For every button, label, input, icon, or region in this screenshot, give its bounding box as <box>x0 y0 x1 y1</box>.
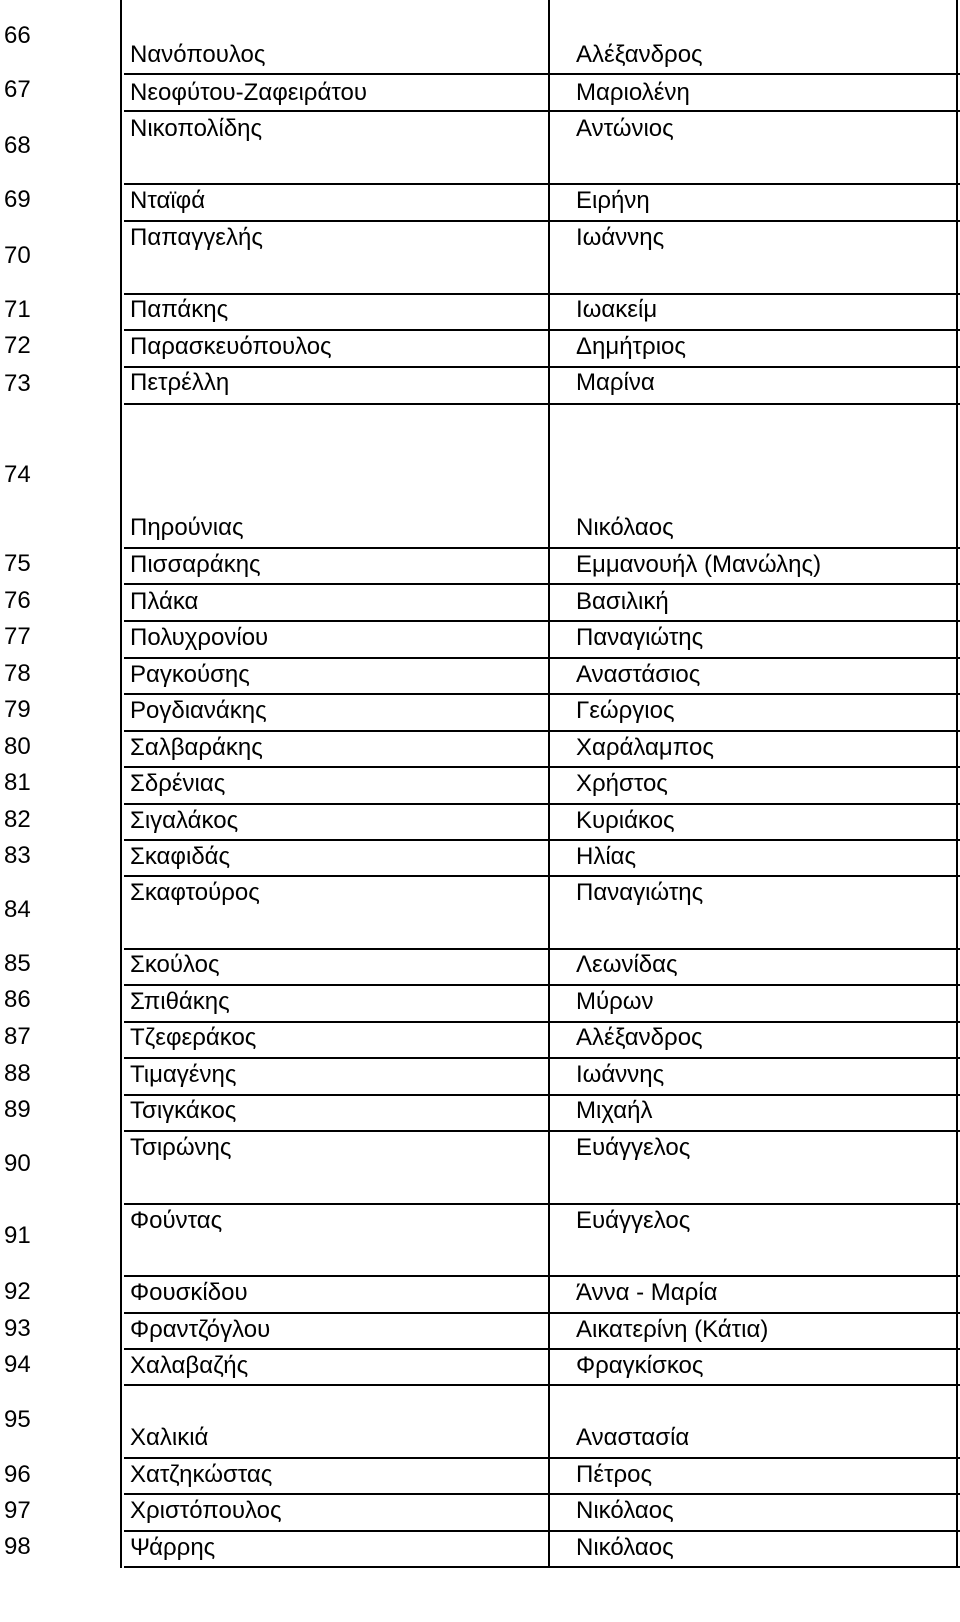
surname-cell: Πολυχρονίου <box>130 624 269 651</box>
firstname-cell: Μαρίνα <box>576 369 655 396</box>
firstname-cell: Ιωάννης <box>576 1061 665 1088</box>
row-divider <box>124 1530 960 1532</box>
table-left-border <box>120 0 122 1568</box>
surname-cell: Ρογδιανάκης <box>130 697 267 724</box>
surname-cell: Τσιρώνης <box>130 1134 232 1161</box>
firstname-cell: Λεωνίδας <box>576 951 678 978</box>
firstname-cell: Μαριολένη <box>576 79 690 106</box>
row-number: 73 <box>4 370 31 397</box>
row-divider <box>124 1130 960 1132</box>
row-divider <box>124 803 960 805</box>
row-divider <box>124 1566 960 1568</box>
firstname-cell: Νικόλαος <box>576 1534 674 1561</box>
firstname-cell: Πέτρος <box>576 1461 653 1488</box>
row-number: 81 <box>4 769 31 796</box>
firstname-cell: Μιχαήλ <box>576 1097 653 1124</box>
row-number: 91 <box>4 1222 31 1249</box>
firstname-cell: Αλέξανδρος <box>576 1024 703 1051</box>
column-divider <box>548 0 550 1568</box>
surname-cell: Χριστόπουλος <box>130 1497 282 1524</box>
row-divider <box>124 1094 960 1096</box>
row-number: 87 <box>4 1023 31 1050</box>
row-number: 78 <box>4 660 31 687</box>
surname-cell: Νικοπολίδης <box>130 115 263 142</box>
row-number: 76 <box>4 587 31 614</box>
row-divider <box>124 293 960 295</box>
surname-cell: Νανόπουλος <box>130 41 266 68</box>
row-divider <box>124 110 960 112</box>
firstname-cell: Δημήτριος <box>576 333 686 360</box>
row-number: 98 <box>4 1533 31 1560</box>
row-number: 75 <box>4 550 31 577</box>
row-divider <box>124 403 960 405</box>
firstname-cell: Αντώνιος <box>576 115 674 142</box>
row-number: 95 <box>4 1406 31 1433</box>
surname-cell: Νεοφύτου-Ζαφειράτου <box>130 79 367 106</box>
surname-cell: Σκούλος <box>130 951 220 978</box>
surname-cell: Πηρούνιας <box>130 514 244 541</box>
row-divider <box>124 183 960 185</box>
firstname-cell: Ευάγγελος <box>576 1207 691 1234</box>
firstname-cell: Παναγιώτης <box>576 624 704 651</box>
surname-cell: Σιγαλάκος <box>130 807 239 834</box>
surname-cell: Ραγκούσης <box>130 661 250 688</box>
row-divider <box>124 1457 960 1459</box>
firstname-cell: Ιωακείμ <box>576 296 658 323</box>
firstname-cell: Νικόλαος <box>576 514 674 541</box>
row-number: 66 <box>4 22 31 49</box>
row-divider <box>124 948 960 950</box>
surname-cell: Τιμαγένης <box>130 1061 237 1088</box>
firstname-cell: Ειρήνη <box>576 187 650 214</box>
surname-cell: Χαλαβαζής <box>130 1352 249 1379</box>
firstname-cell: Εμμανουήλ (Μανώλης) <box>576 551 822 578</box>
row-number: 80 <box>4 733 31 760</box>
surname-cell: Φραντζόγλου <box>130 1316 271 1343</box>
firstname-cell: Ευάγγελος <box>576 1134 691 1161</box>
row-number: 94 <box>4 1351 31 1378</box>
firstname-cell: Μύρων <box>576 988 654 1015</box>
row-number: 97 <box>4 1497 31 1524</box>
firstname-cell: Χαράλαμπος <box>576 734 714 761</box>
firstname-cell: Ηλίας <box>576 843 637 870</box>
row-number: 70 <box>4 242 31 269</box>
row-number: 96 <box>4 1461 31 1488</box>
firstname-cell: Φραγκίσκος <box>576 1352 704 1379</box>
row-divider <box>124 366 960 368</box>
row-divider <box>124 1348 960 1350</box>
surname-cell: Τσιγκάκος <box>130 1097 237 1124</box>
surname-cell: Σδρένιας <box>130 770 226 797</box>
surname-cell: Σπιθάκης <box>130 988 230 1015</box>
row-divider <box>124 730 960 732</box>
row-number: 85 <box>4 950 31 977</box>
surname-cell: Χατζηκώστας <box>130 1461 273 1488</box>
surname-cell: Νταϊφά <box>130 187 206 214</box>
firstname-cell: Βασιλική <box>576 588 669 615</box>
row-divider <box>124 693 960 695</box>
firstname-cell: Χρήστος <box>576 770 668 797</box>
surname-cell: Παπαγγελής <box>130 224 263 251</box>
row-number: 92 <box>4 1278 31 1305</box>
surname-cell: Σκαφιδάς <box>130 843 231 870</box>
firstname-cell: Νικόλαος <box>576 1497 674 1524</box>
firstname-cell: Αναστασία <box>576 1424 690 1451</box>
row-divider <box>124 657 960 659</box>
surname-cell: Σαλβαράκης <box>130 734 263 761</box>
table-right-border <box>956 0 958 1568</box>
row-number: 74 <box>4 461 31 488</box>
row-divider <box>124 1312 960 1314</box>
row-divider <box>124 984 960 986</box>
row-number: 82 <box>4 806 31 833</box>
row-number: 88 <box>4 1060 31 1087</box>
row-number: 72 <box>4 332 31 359</box>
firstname-cell: Άννα - Μαρία <box>576 1279 718 1306</box>
firstname-cell: Παναγιώτης <box>576 879 704 906</box>
firstname-cell: Αναστάσιος <box>576 661 701 688</box>
row-divider <box>124 875 960 877</box>
surname-cell: Φουσκίδου <box>130 1279 248 1306</box>
row-divider <box>124 839 960 841</box>
row-number: 90 <box>4 1150 31 1177</box>
row-number: 93 <box>4 1315 31 1342</box>
row-divider <box>124 329 960 331</box>
surname-cell: Παπάκης <box>130 296 229 323</box>
surname-cell: Πετρέλλη <box>130 369 230 396</box>
row-divider <box>124 1021 960 1023</box>
surname-cell: Φούντας <box>130 1207 223 1234</box>
row-number: 86 <box>4 986 31 1013</box>
firstname-cell: Αλέξανδρος <box>576 41 703 68</box>
surname-cell: Πλάκα <box>130 588 199 615</box>
firstname-cell: Ιωάννης <box>576 224 665 251</box>
row-divider <box>124 766 960 768</box>
row-divider <box>124 220 960 222</box>
surname-cell: Χαλικιά <box>130 1424 209 1451</box>
row-number: 69 <box>4 186 31 213</box>
row-number: 89 <box>4 1096 31 1123</box>
firstname-cell: Γεώργιος <box>576 697 675 724</box>
row-divider <box>124 547 960 549</box>
row-number: 77 <box>4 623 31 650</box>
row-number: 68 <box>4 132 31 159</box>
surname-cell: Σκαφτούρος <box>130 879 260 906</box>
surname-cell: Τζεφεράκος <box>130 1024 257 1051</box>
row-divider <box>124 1057 960 1059</box>
surname-cell: Ψάρρης <box>130 1534 216 1561</box>
row-number: 84 <box>4 896 31 923</box>
row-divider <box>124 73 960 75</box>
row-divider <box>124 583 960 585</box>
row-number: 79 <box>4 696 31 723</box>
surname-cell: Πισσαράκης <box>130 551 261 578</box>
row-divider <box>124 1384 960 1386</box>
row-number: 67 <box>4 76 31 103</box>
firstname-cell: Κυριάκος <box>576 807 675 834</box>
row-divider <box>124 620 960 622</box>
row-number: 71 <box>4 296 31 323</box>
firstname-cell: Αικατερίνη (Κάτια) <box>576 1316 769 1343</box>
row-number: 83 <box>4 842 31 869</box>
row-divider <box>124 1493 960 1495</box>
row-divider <box>124 1275 960 1277</box>
row-divider <box>124 1203 960 1205</box>
surname-cell: Παρασκευόπουλος <box>130 333 332 360</box>
